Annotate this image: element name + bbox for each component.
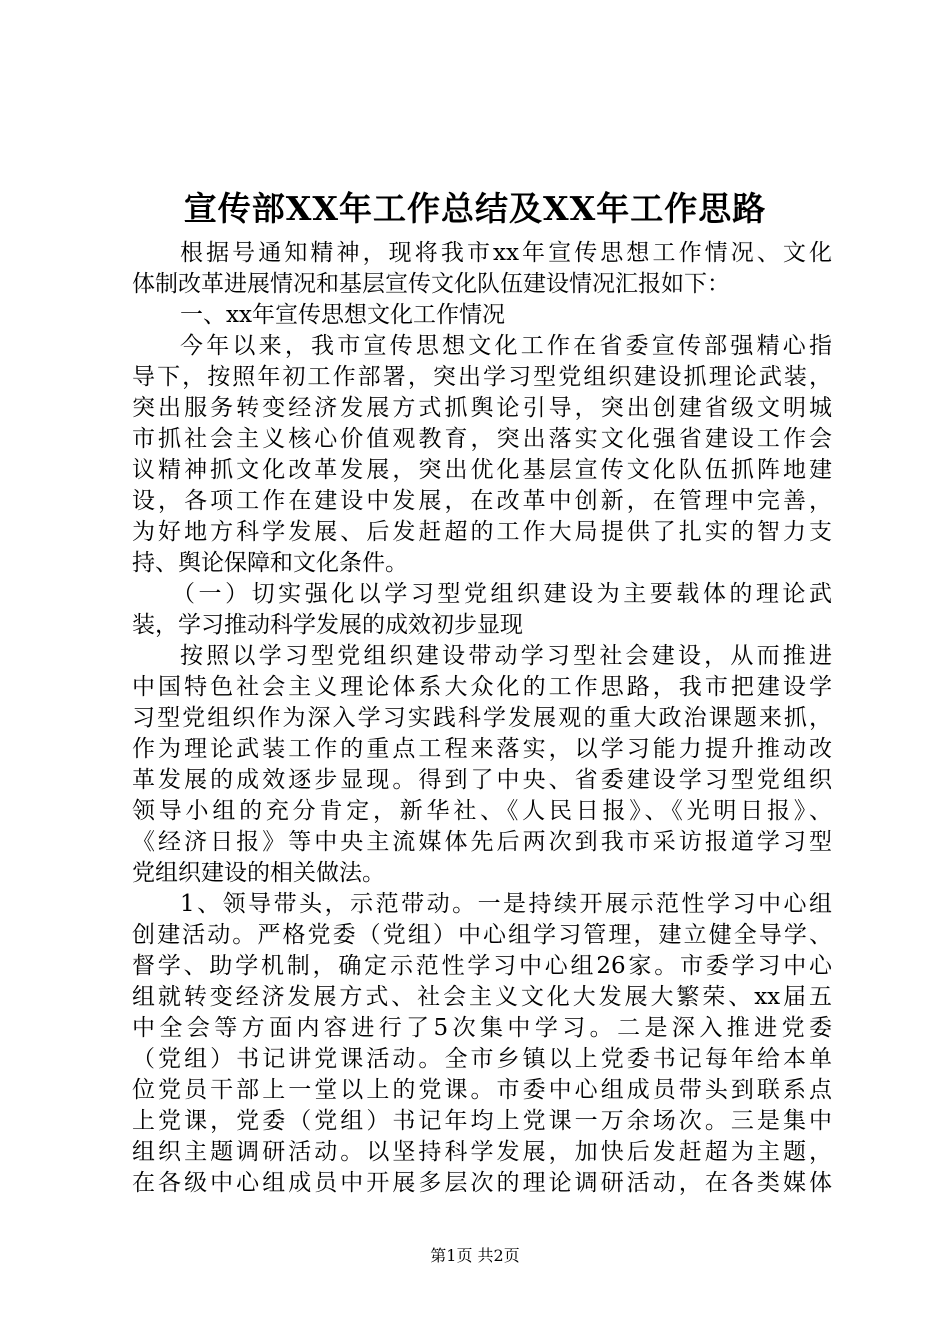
paragraph-line: 体制改革进展情况和基层宣传文化队伍建设情况汇报如下： xyxy=(132,271,730,297)
paragraph-line: 设，各项工作在建设中发展，在改革中创新，在管理中完善， xyxy=(132,488,832,514)
paragraph-line: 组织主题调研活动。以坚持科学发展，加快后发赶超为主题， xyxy=(132,1139,832,1165)
paragraph-line: 突出服务转变经济发展方式抓舆论引导，突出创建省级文明城 xyxy=(132,395,832,421)
paragraph-line: 作为理论武装工作的重点工程来落实，以学习能力提升推动改 xyxy=(132,736,832,762)
paragraph-line: 市抓社会主义核心价值观教育，突出落实文化强省建设工作会 xyxy=(132,426,832,452)
paragraph-line: 创建活动。严格党委（党组）中心组学习管理，建立健全导学、 xyxy=(132,922,832,948)
paragraph-line: 组就转变经济发展方式、社会主义文化大发展大繁荣、xx届五 xyxy=(132,984,832,1010)
paragraph-line: 为好地方科学发展、后发赶超的工作大局提供了扎实的智力支 xyxy=(132,519,832,545)
paragraph-line: 位党员干部上一堂以上的党课。市委中心组成员带头到联系点 xyxy=(132,1077,832,1103)
paragraph-line: 议精神抓文化改革发展，突出优化基层宣传文化队伍抓阵地建 xyxy=(132,457,832,483)
paragraph-line: 《经济日报》等中央主流媒体先后两次到我市采访报道学习型 xyxy=(132,829,832,855)
paragraph-line: 1、领导带头，示范带动。一是持续开展示范性学习中心组 xyxy=(180,891,832,917)
paragraph-line: 督学、助学机制，确定示范性学习中心组26家。市委学习中心 xyxy=(132,953,832,979)
paragraph-line: 按照以学习型党组织建设带动学习型社会建设，从而推进 xyxy=(180,643,832,669)
paragraph-line: 中全会等方面内容进行了5次集中学习。二是深入推进党委 xyxy=(132,1015,832,1041)
paragraph-line: 党组织建设的相关做法。 xyxy=(132,860,385,886)
paragraph-line: 持、舆论保障和文化条件。 xyxy=(132,550,408,576)
subsection-heading: 装，学习推动科学发展的成效初步显现 xyxy=(132,612,523,638)
document-title: 宣传部XX年工作总结及XX年工作思路 xyxy=(183,189,767,228)
section-heading: 一、xx年宣传思想文化工作情况 xyxy=(180,302,505,328)
paragraph-line: （党组）书记讲党课活动。全市乡镇以上党委书记每年给本单 xyxy=(132,1046,832,1072)
paragraph-line: 中国特色社会主义理论体系大众化的工作思路，我市把建设学 xyxy=(132,674,832,700)
paragraph-line: 上党课，党委（党组）书记年均上党课一万余场次。三是集中 xyxy=(132,1108,832,1134)
paragraph-line: 习型党组织作为深入学习实践科学发展观的重大政治课题来抓， xyxy=(132,705,832,731)
paragraph-line: 导下，按照年初工作部署，突出学习型党组织建设抓理论武装， xyxy=(132,364,832,390)
paragraph-line: 今年以来，我市宣传思想文化工作在省委宣传部强精心指 xyxy=(180,333,832,359)
paragraph-line: 领导小组的充分肯定，新华社、《人民日报》、《光明日报》、 xyxy=(132,798,832,824)
paragraph-line: 在各级中心组成员中开展多层次的理论调研活动，在各类媒体 xyxy=(132,1170,832,1196)
subsection-heading: （一）切实强化以学习型党组织建设为主要载体的理论武 xyxy=(172,581,832,607)
paragraph-line: 根据号通知精神，现将我市xx年宣传思想工作情况、文化 xyxy=(180,240,832,266)
document-body xyxy=(132,238,832,1199)
page-number: 第1页 共2页 xyxy=(430,1246,520,1265)
paragraph-line: 革发展的成效逐步显现。得到了中央、省委建设学习型党组织 xyxy=(132,767,832,793)
